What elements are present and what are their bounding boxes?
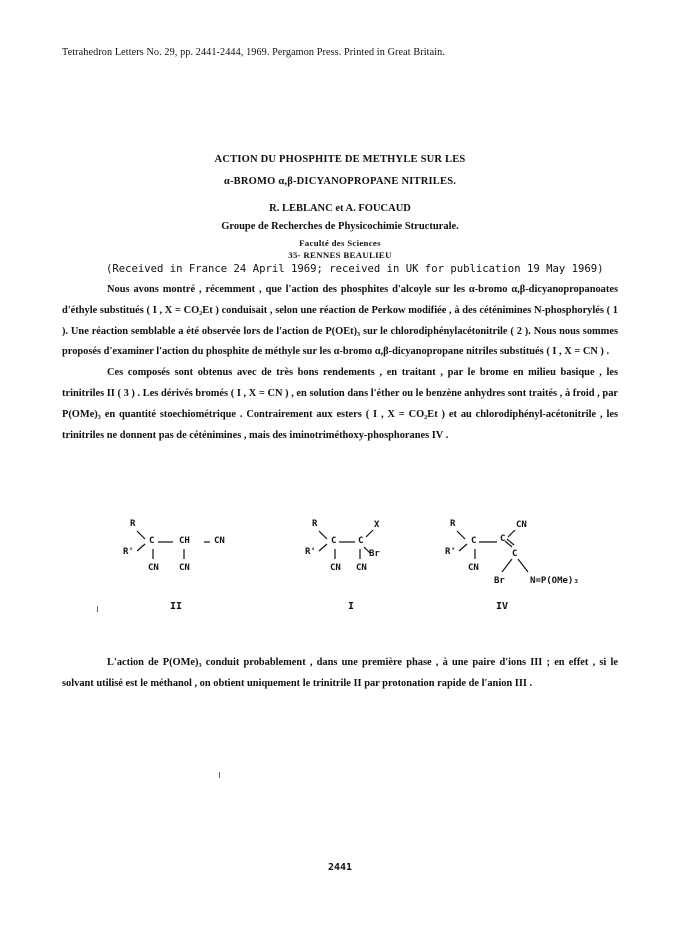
structure-I-Br: Br [369,549,380,559]
page-number: 2441 [327,862,353,873]
structure-IV-CN-top: CN [516,520,527,530]
body-text [62,280,618,446]
structure-I-CN-b: CN [356,563,367,573]
structure-I-C1: C [331,536,337,546]
structure-I-R-prime: R' [305,547,316,557]
structure-IV-label: IV [496,601,509,612]
paragraph-2: Ces composés sont obtenus avec de très bons rendements , en traitant , par le brome en milieu basique , les trinitriles II ( 3 ) . Les dérivés bromés ( I , X = CN ) , en solution dans l'éther ou le benzène anhydres sont traités , à froid , par P(OMe)₃ en quantité stoechiométrique . Contrairement aux esters ( I , X = CO₂Et ) et au chlorodiphényl-acétonitrile , les trinitriles ne donnent pas de céténimines , mais des iminotriméthoxy-phosphoranes IV . [62,367,618,441]
journal-header: Tetrahedron Letters No. 29, pp. 2441-2444, 1969. Pergamon Press. Printed in Great Britain. [62,47,445,58]
structure-I [300,517,400,627]
structure-I-R: R [312,519,318,529]
paragraph-1: Nous avons montré , récemment , que l'action des phosphites d'alcoyle sur les α-bromo α,β-dicyanopropanoates d'éthyle substitués ( I , X = CO₂Et ) conduisait , selon une réaction de Perkow modifiée , à des céténimines N-phosphorylés ( 1 ). Une réaction semblable a été observée lors de l'action de P(OEt)₃ sur le chlorodiphénylacétonitrile ( 2 ). Nous nous sommes proposés d'examiner l'action du phosphite de méthyle sur les α-bromo α,β-dicyanopropane nitriles substitués ( I , X = CN ) . [62,284,618,358]
structure-II-C: C [149,536,155,546]
structure-IV-Br: Br [494,576,505,586]
structure-IV-R: R [450,519,456,529]
margin-mark [219,772,220,778]
structure-I-CN-a: CN [330,563,341,573]
received-dates: (Received in France 24 April 1969; received in UK for publication 19 May 1969) [106,263,604,275]
structure-II-R-prime: R' [123,547,134,557]
faculty: Faculté des Sciences [299,238,381,248]
structure-IV-CN-a: CN [468,563,479,573]
authors: R. LEBLANC et A. FOUCAUD [269,203,411,214]
structure-I-C2: C [358,536,364,546]
structure-IV-bonds [440,517,600,607]
structure-IV-N-phosphorane: N=P(OMe)₃ [530,576,579,586]
structure-II-CN-a: CN [148,563,159,573]
paragraph-3: L'action de P(OMe)₃ conduit probablement , dans une première phase , à une paire d'ions III ; en effet , si le solvant utilisé est le méthanol , on obtient uniquement le trinitrile II par protonation rapide de l'anion III . [62,657,618,689]
structure-II-CN-right: CN [214,536,225,546]
structure-I-label: I [348,601,355,612]
structure-IV-C1: C [471,536,477,546]
structure-I-X: X [374,520,380,530]
structure-I-bonds [300,517,400,607]
structure-II-bonds [118,517,238,607]
margin-mark [97,606,98,612]
structure-II-CH: CH [179,536,190,546]
title-line-1: ACTION DU PHOSPHITE DE METHYLE SUR LES [214,154,466,165]
structure-IV-C3: C [512,549,518,559]
structure-II-label: II [170,601,183,612]
structure-IV-C2: C [500,534,506,544]
structure-II-R: R [130,519,136,529]
research-group: Groupe de Recherches de Physicochimie Structurale. [221,221,459,232]
title-line-2: α-BROMO α,β-DICYANOPROPANE NITRILES. [223,176,457,187]
body-text-2 [62,653,618,695]
city: 35- RENNES BEAULIEU [288,250,392,260]
structure-II [118,517,238,627]
structure-IV [440,517,600,627]
structure-IV-R-prime: R' [445,547,456,557]
structure-II-CN-b: CN [179,563,190,573]
